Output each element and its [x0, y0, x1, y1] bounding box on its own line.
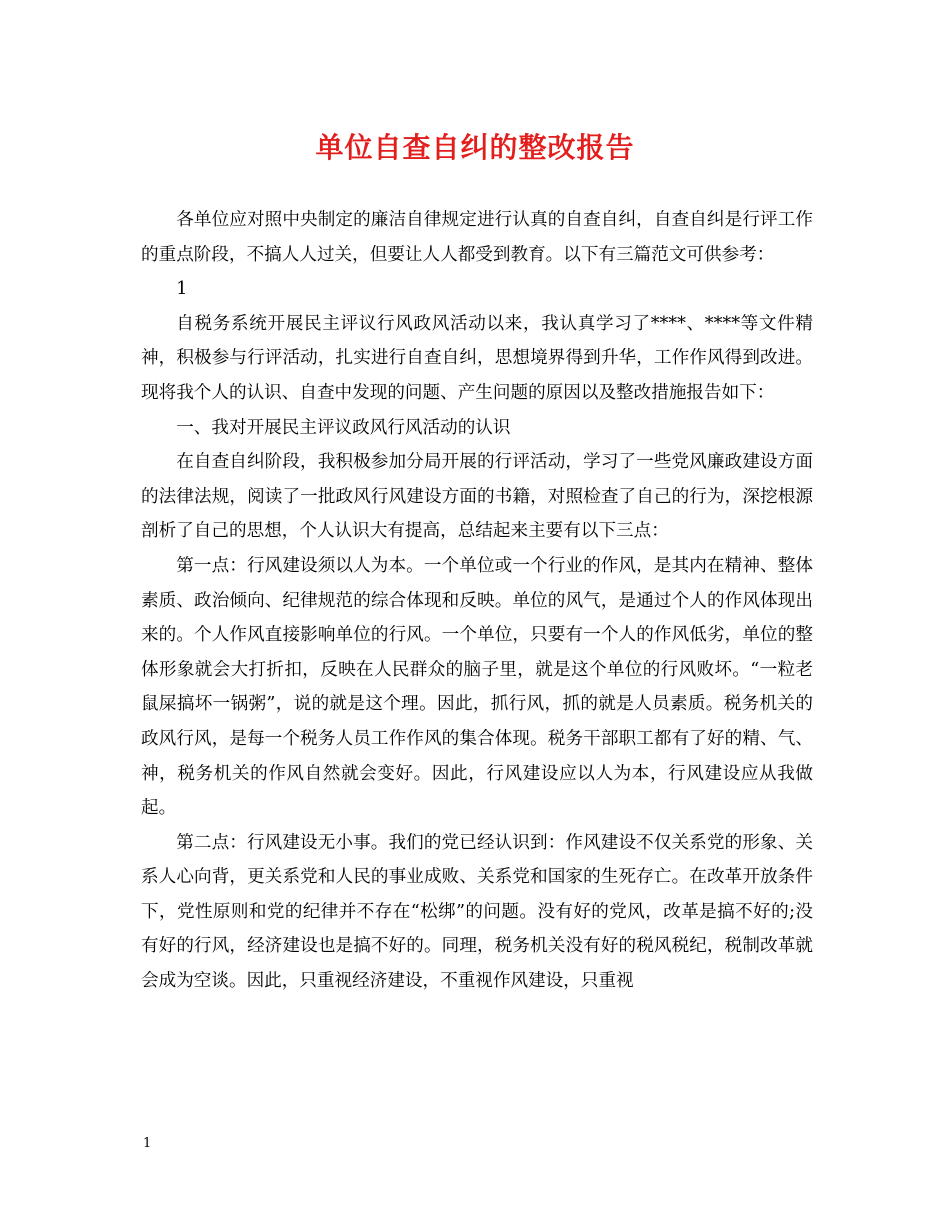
body-paragraph: 第一点：行风建设须以人为本。一个单位或一个行业的作风，是其内在精神、整体素质、政治倾向、纪律规范的综合体现和反映。单位的风气，是通过个人的作风体现出来的。个人作风直接影响单位的行风。一个单位，只要有一个人的作风低劣，单位的整体形象就会大打折扣，反映在人民群众的脑子里，就是这个单位的行风败坏。“一粒老鼠屎搞坏一锅粥”，说的就是这个理。因此，抓行风，抓的就是人员素质。税务机关的政风行风，是每一个税务人员工作作风的集合体现。税务干部职工都有了好的精、气、神，税务机关的作风自然就会变好。因此，行风建设应以人为本，行风建设应从我做起。 — [141, 555, 813, 819]
section-number: 1 — [176, 279, 188, 300]
document-body — [141, 203, 813, 999]
body-paragraph: 在自查自纠阶段，我积极参加分局开展的行评活动，学习了一些党风廉政建设方面的法律法规，阅读了一批政风行风建设方面的书籍，对照检查了自己的行为，深挖根源剖析了自己的思想，个人认识大有提高，总结起来主要有以下三点： — [141, 452, 813, 542]
section-heading: 一、我对开展民主评议政风行风活动的认识 — [176, 417, 511, 438]
page-number: 1 — [143, 1136, 152, 1151]
body-paragraph: 自税务系统开展民主评议行风政风活动以来，我认真学习了****、****等文件精神，积极参与行评活动，扎实进行自查自纠，思想境界得到升华，工作作风得到改进。现将我个人的认识、自查中发现的问题、产生问题的原因以及整改措施报告如下： — [141, 313, 813, 403]
document-title: 单位自查自纠的整改报告 — [315, 131, 635, 164]
intro-paragraph: 各单位应对照中央制定的廉洁自律规定进行认真的自查自纠，自查自纠是行评工作的重点阶段，不搞人人过关，但要让人人都受到教育。以下有三篇范文可供参考： — [141, 210, 813, 265]
body-paragraph: 第二点：行风建设无小事。我们的党已经认识到：作风建设不仅关系党的形象、关系人心向背，更关系党和人民的事业成败、关系党和国家的生死存亡。在改革开放条件下，党性原则和党的纪律并不存在“松绑”的问题。没有好的党风，改革是搞不好的;没有好的行风，经济建设也是搞不好的。同理，税务机关没有好的税风税纪，税制改革就会成为空谈。因此，只重视经济建设，不重视作风建设，只重视 — [141, 832, 813, 992]
